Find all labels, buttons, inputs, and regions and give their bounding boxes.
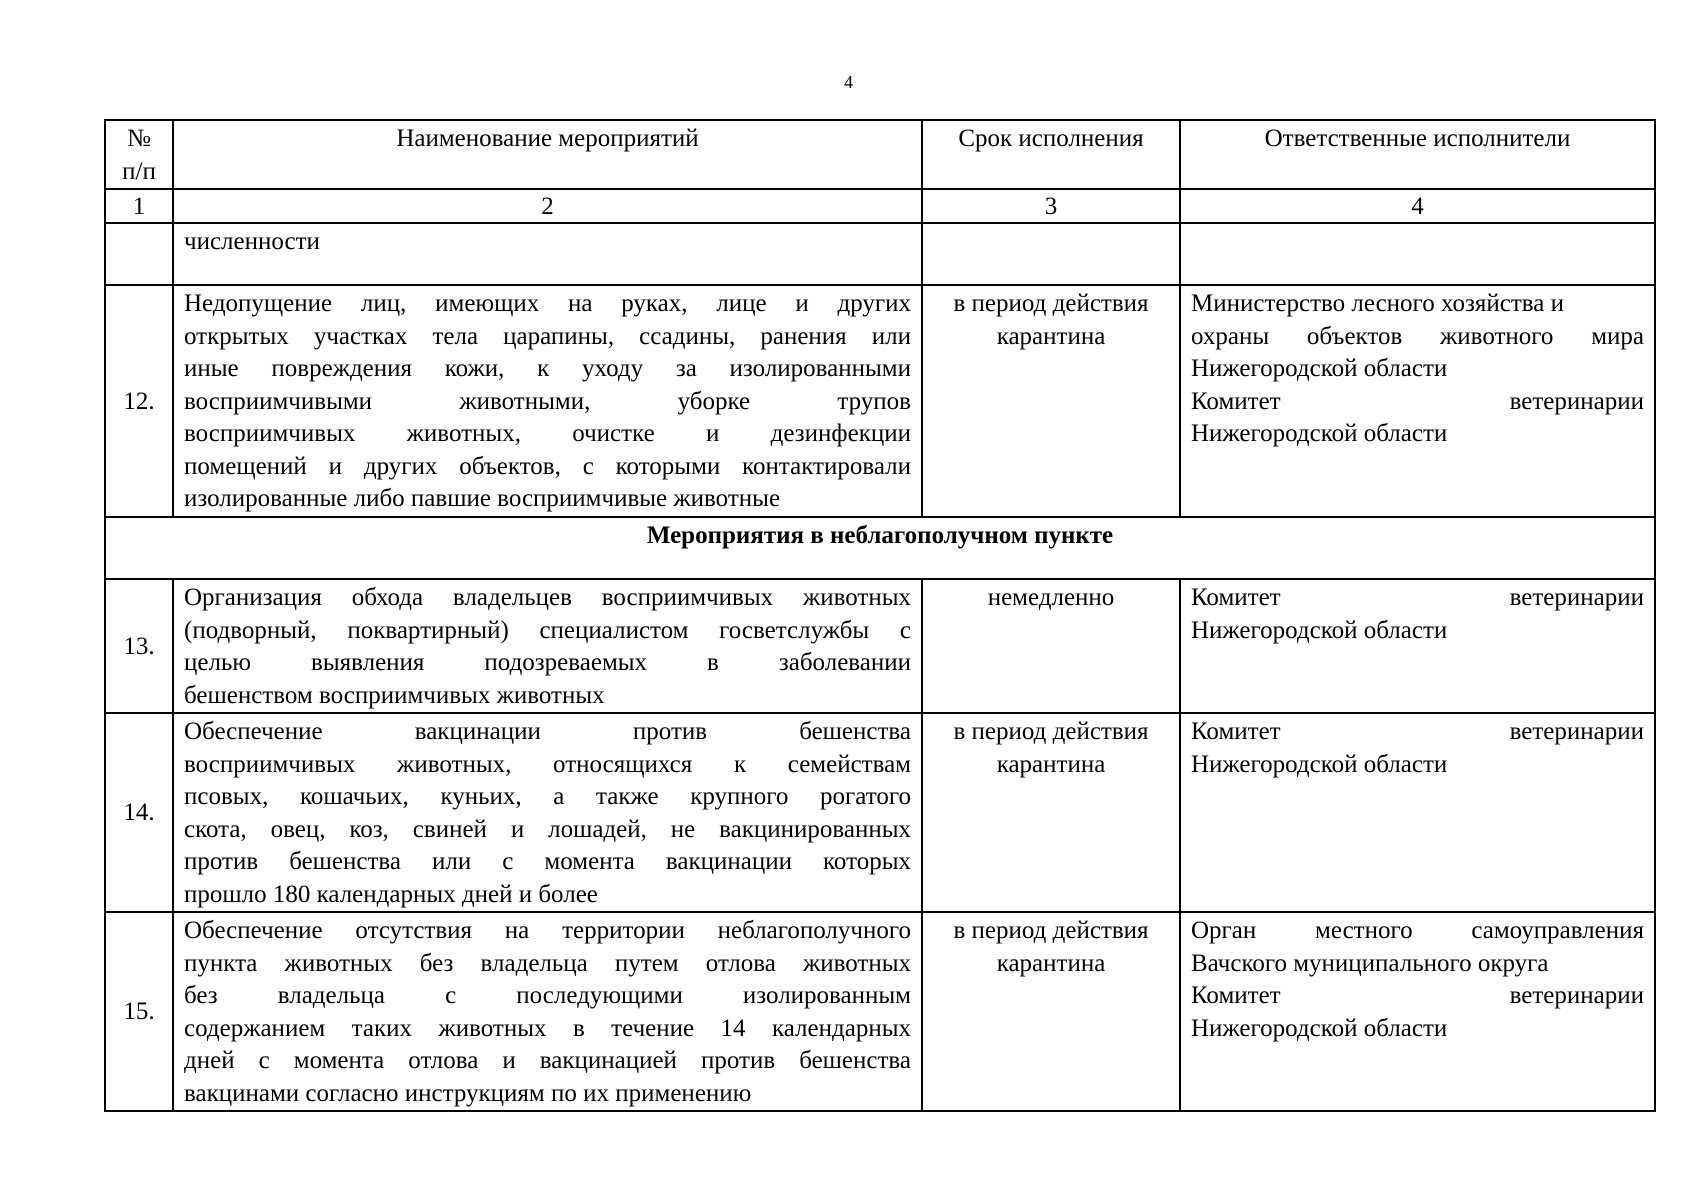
cell-line: целью выявления подозреваемых в заболевании [184, 649, 911, 676]
header-responsible: Ответственные исполнители [1180, 120, 1655, 189]
responsible [1180, 912, 1655, 1111]
event-continuation: численности [173, 223, 922, 285]
cell-line: изолированные либо павшие восприимчивые животные [184, 485, 781, 512]
cell-line: открытых участках тела царапины, ссадины, ранения или [184, 322, 911, 350]
cell-line: иные повреждения кожи, к уходу за изолированными [184, 355, 911, 382]
cell-line: Комитет ветеринарии [1191, 718, 1644, 745]
table-header-row [105, 120, 1655, 189]
responsible-cell [1180, 223, 1655, 285]
row-number-cell [105, 223, 173, 285]
cell-line: Орган местного самоуправления [1191, 917, 1644, 944]
responsible [1180, 285, 1655, 517]
cell-line: Нижегородской области [1191, 420, 1448, 447]
cell-line: карантина [996, 750, 1106, 778]
cell-line: помещений и других объектов, с которыми контактировали [184, 452, 911, 480]
table-row [105, 285, 1655, 517]
cell-line: псовых, кошачьих, куньих, а также крупного рогатого [184, 783, 911, 810]
cell-line: карантина [996, 949, 1106, 977]
cell-line: Комитет ветеринарии [1191, 387, 1644, 415]
responsible [1180, 713, 1655, 912]
cell-line: Обеспечение вакцинации против бешенства [184, 718, 911, 745]
header-number: № п/п [105, 120, 173, 189]
row-number: 13. [105, 579, 173, 713]
deadline-cell [922, 223, 1180, 285]
cell-line: пункта животных без владельца путем отлова животных [184, 949, 911, 977]
cell-line: в период действия [953, 917, 1149, 944]
cell-line: Комитет ветеринарии [1191, 584, 1644, 611]
cell-line: без владельца с последующими изолированным [184, 982, 911, 1009]
column-number-4: 4 [1180, 189, 1655, 223]
deadline [922, 713, 1180, 912]
page-number: 4 [844, 72, 853, 92]
deadline [922, 912, 1180, 1111]
section-title: Мероприятия в неблагополучном пункте [105, 517, 1655, 579]
event-description [173, 285, 922, 517]
table-row [105, 713, 1655, 912]
table-row [105, 912, 1655, 1111]
cell-line: Недопущение лиц, имеющих на руках, лице и других [184, 290, 911, 317]
cell-line: Нижегородской области [1191, 750, 1448, 778]
cell-line: Организация обхода владельцев восприимчивых животных [184, 584, 911, 611]
row-number: 15. [105, 912, 173, 1111]
cell-line: охраны объектов животного мира [1191, 322, 1644, 350]
event-description [173, 713, 922, 912]
header-deadline: Срок исполнения [922, 120, 1180, 189]
cell-line: карантина [996, 322, 1106, 350]
column-number-2: 2 [173, 189, 922, 223]
cell-line: восприимчивых животных, относящихся к семействам [184, 750, 911, 778]
cell-line: прошло 180 календарных дней и более [184, 880, 598, 908]
cell-line: Обеспечение отсутствия на территории неблагополучного [184, 917, 911, 944]
event-description [173, 579, 922, 713]
cell-line: Нижегородской области [1191, 1014, 1448, 1042]
cell-line: немедленно [987, 584, 1115, 611]
header-event-name: Наименование мероприятий [173, 120, 922, 189]
measures-table [104, 119, 1656, 1112]
column-number-1: 1 [105, 189, 173, 223]
cell-line: Министерство лесного хозяйства и [1191, 290, 1564, 317]
section-row [105, 517, 1655, 579]
deadline [922, 285, 1180, 517]
cell-line: скота, овец, коз, свиней и лошадей, не вакцинированных [184, 815, 911, 843]
cell-line: в период действия [953, 718, 1149, 745]
cell-line: Нижегородской области [1191, 616, 1448, 644]
deadline [922, 579, 1180, 713]
cell-line: (подворный, поквартирный) специалистом госветслужбы с [184, 616, 911, 644]
table-row [105, 223, 1655, 285]
cell-line: дней с момента отлова и вакцинацией против бешенства [184, 1047, 911, 1074]
cell-line: Нижегородской области [1191, 355, 1448, 382]
column-numbers-row [105, 189, 1655, 223]
row-number: 14. [105, 713, 173, 912]
cell-line: вакцинами согласно инструкциям по их применению [184, 1079, 752, 1107]
cell-line: восприимчивыми животными, уборке трупов [184, 387, 911, 415]
cell-line: содержанием таких животных в течение 14 календарных [184, 1014, 911, 1042]
cell-line: в период действия [953, 290, 1149, 317]
responsible [1180, 579, 1655, 713]
row-number: 12. [105, 285, 173, 517]
cell-line: бешенством восприимчивых животных [184, 681, 605, 709]
column-number-3: 3 [922, 189, 1180, 223]
cell-line: восприимчивых животных, очистке и дезинфекции [184, 420, 911, 447]
cell-line: против бешенства или с момента вакцинации которых [184, 848, 911, 875]
table-row [105, 579, 1655, 713]
event-description [173, 912, 922, 1111]
cell-line: Комитет ветеринарии [1191, 982, 1644, 1009]
cell-line: Вачского муниципального округа [1191, 949, 1549, 977]
